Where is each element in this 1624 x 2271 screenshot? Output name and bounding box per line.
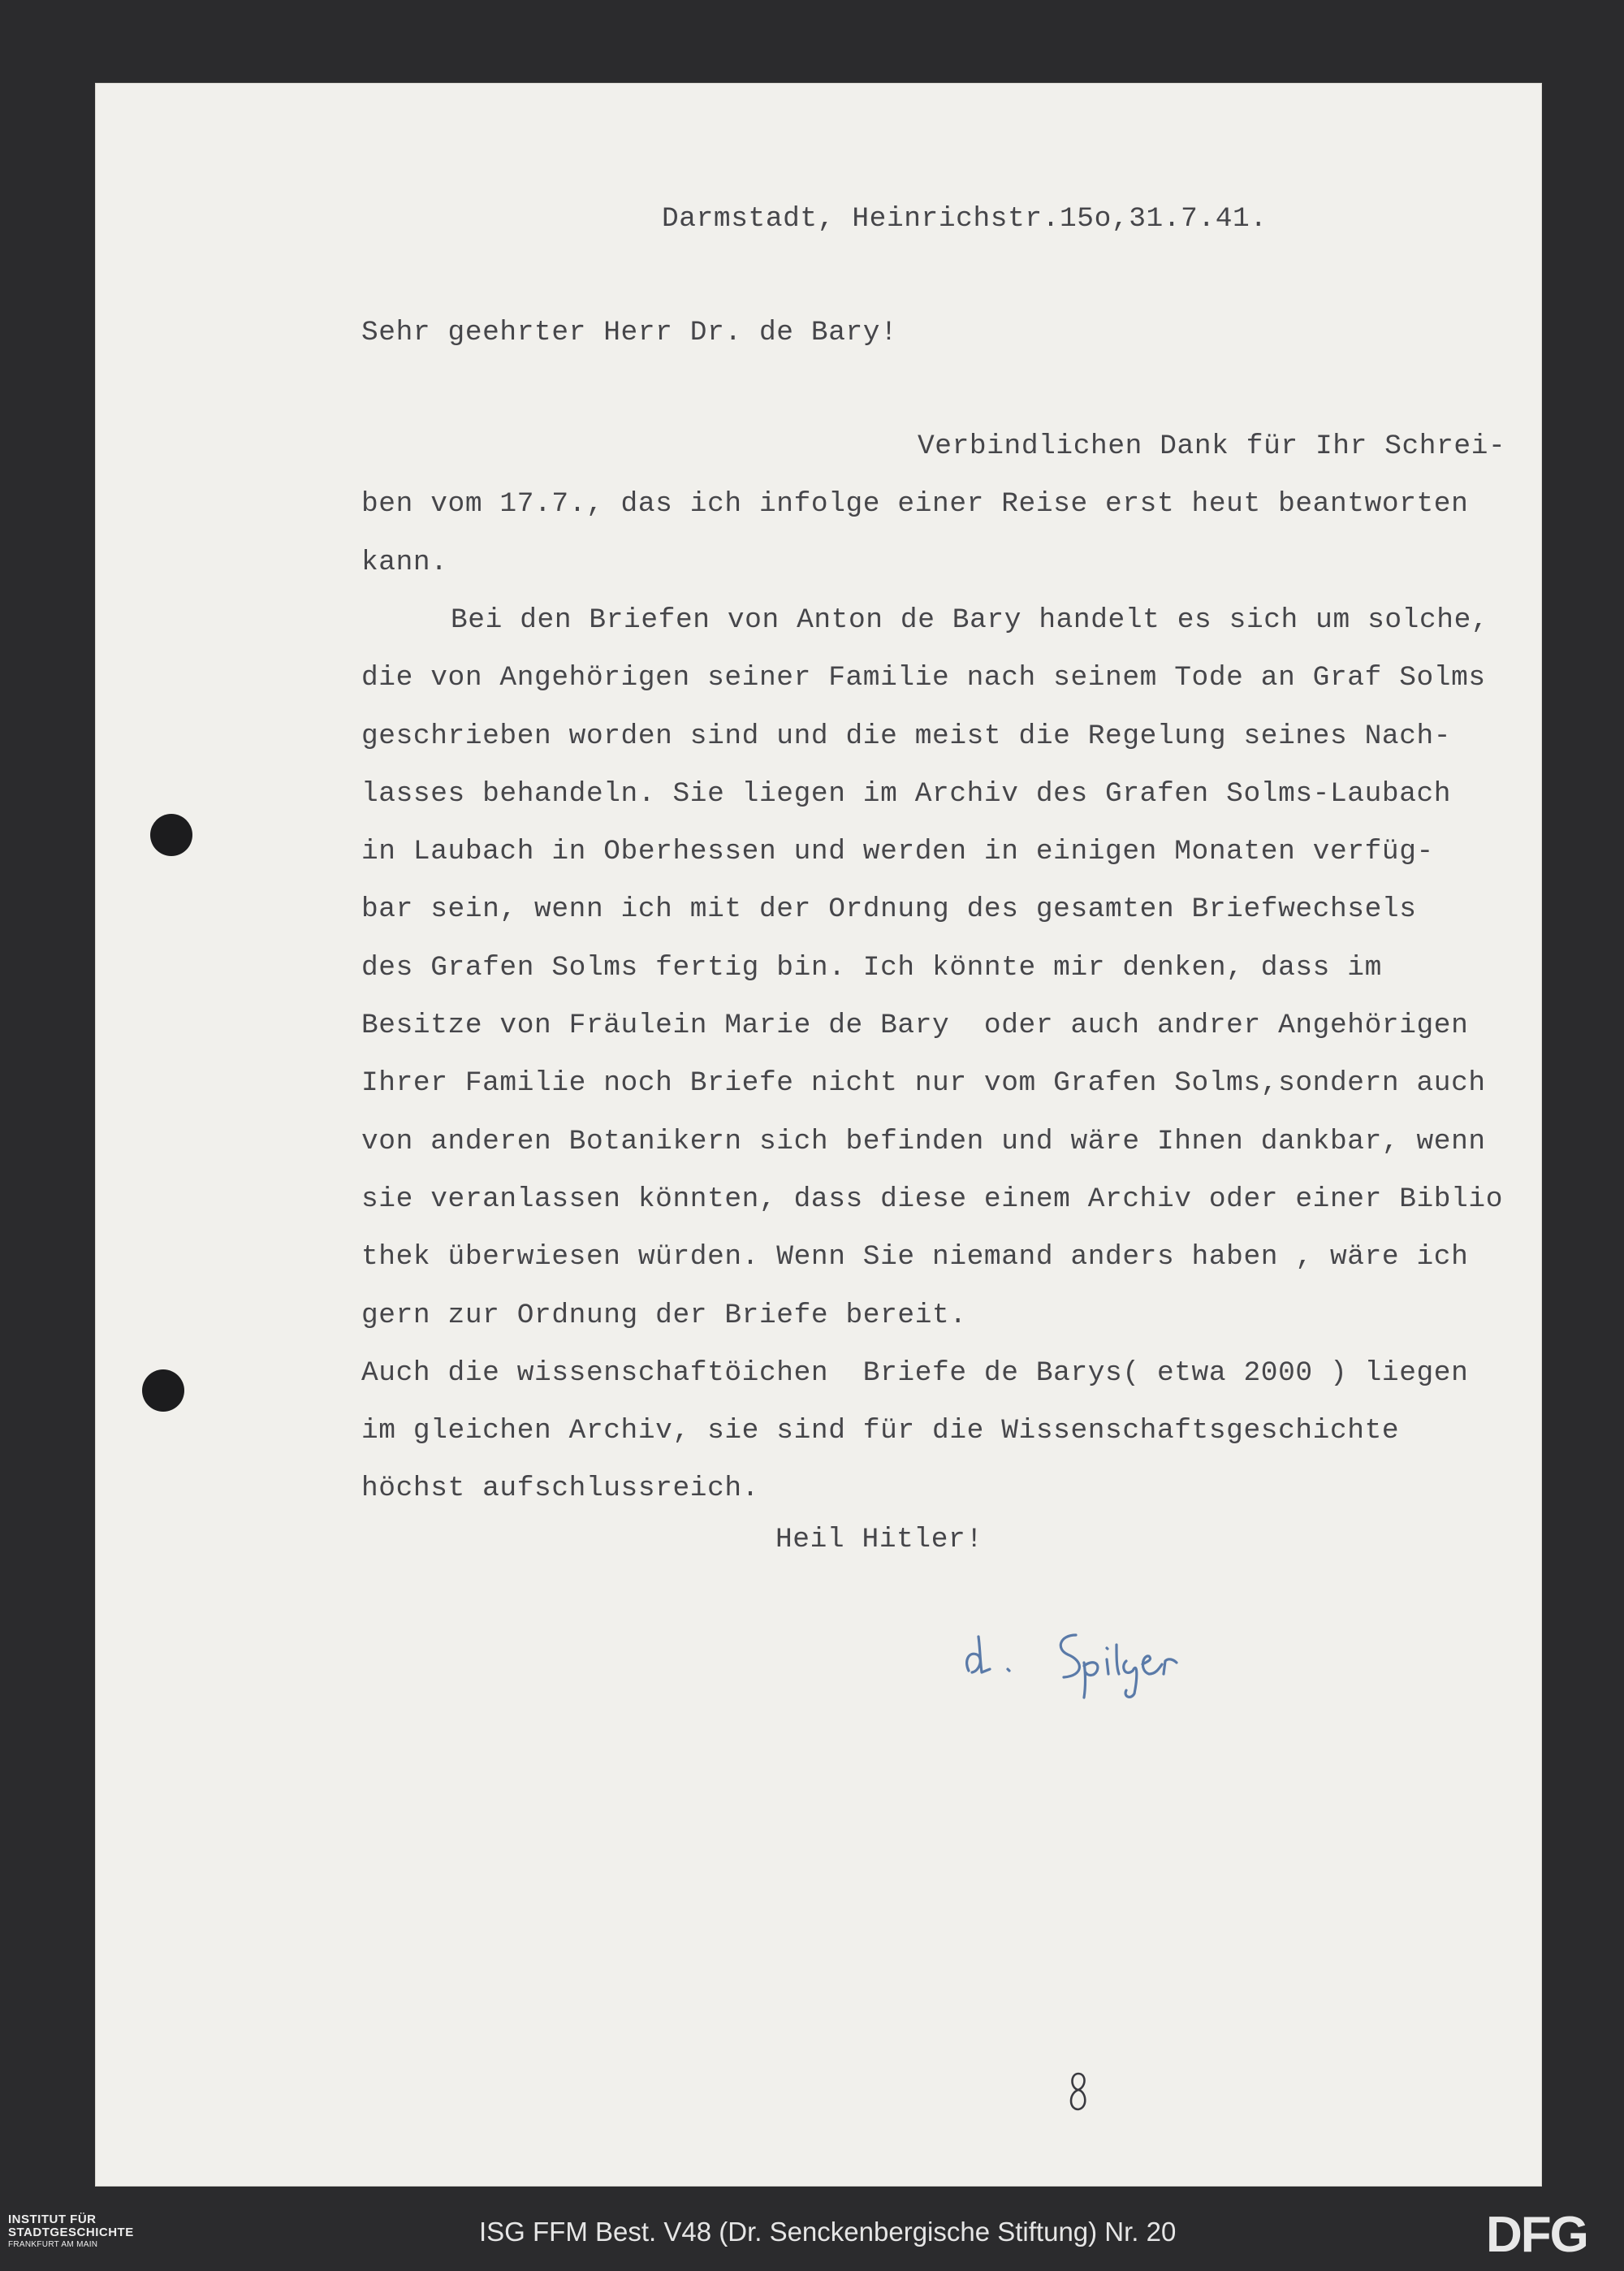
institution-line-1: INSTITUT FÜR [8,2213,97,2226]
body-line: sie veranlassen könnten, dass diese einem Archiv oder einer Biblio [361,1183,1504,1215]
dfg-logo [1486,2208,1616,2260]
salutation: Sehr geehrter Herr Dr. de Bary! [361,317,898,348]
body-line: geschrieben worden sind und die meist die Regelung seines Nach- [361,720,1452,752]
punch-hole-bottom [142,1369,184,1412]
institution-line-2: STADTGESCHICHTE [8,2226,134,2239]
body-line: gern zur Ordnung der Briefe bereit. [361,1300,967,1331]
body-line: Auch die wissenschaftöichen Briefe de Barys( etwa 2000 ) liegen [361,1357,1469,1389]
body-line: Verbindlichen Dank für Ihr Schrei- [918,430,1506,462]
punch-hole-top [150,814,192,856]
handwritten-signature [954,1612,1222,1702]
body-line: lasses behandeln. Sie liegen im Archiv des Grafen Solms-Laubach [361,778,1452,810]
institution-logo [8,2213,171,2259]
body-line: bar sein, wenn ich mit der Ordnung des gesamten Briefwechsels [361,893,1417,925]
body-line: von anderen Botanikern sich befinden und wäre Ihnen dankbar, wenn [361,1126,1486,1157]
dfg-logo-text: DFG [1486,2208,1587,2260]
body-line: ben vom 17.7., das ich infolge einer Reise erst heut beantworten [361,488,1469,520]
date-line: Darmstadt, Heinrichstr.15o,31.7.41. [662,203,1268,235]
archive-caption: ISG FFM Best. V48 (Dr. Senckenbergische Stiftung) Nr. 20 [479,2217,1177,2247]
page-number-handwritten [1062,2067,1095,2116]
body-line: des Grafen Solms fertig bin. Ich könnte mir denken, dass im [361,952,1382,984]
body-line: kann. [361,547,448,578]
body-line: die von Angehörigen seiner Familie nach seinem Tode an Graf Solms [361,662,1486,694]
body-line: in Laubach in Oberhessen und werden in einigen Monaten verfüg- [361,836,1434,867]
closing-greeting: Heil Hitler! [775,1524,983,1555]
body-line: höchst aufschlussreich. [361,1473,759,1504]
body-line: Ihrer Familie noch Briefe nicht nur vom Grafen Solms,sondern auch [361,1067,1486,1099]
body-line: im gleichen Archiv, sie sind für die Wissenschaftsgeschichte [361,1415,1400,1447]
body-line: Besitze von Fräulein Marie de Bary oder auch andrer Angehörigen [361,1010,1469,1041]
body-line: Bei den Briefen von Anton de Bary handelt es sich um solche, [451,604,1489,636]
body-line: thek überwiesen würden. Wenn Sie niemand anders haben , wäre ich [361,1241,1469,1273]
institution-line-3: FRANKFURT AM MAIN [8,2240,98,2249]
